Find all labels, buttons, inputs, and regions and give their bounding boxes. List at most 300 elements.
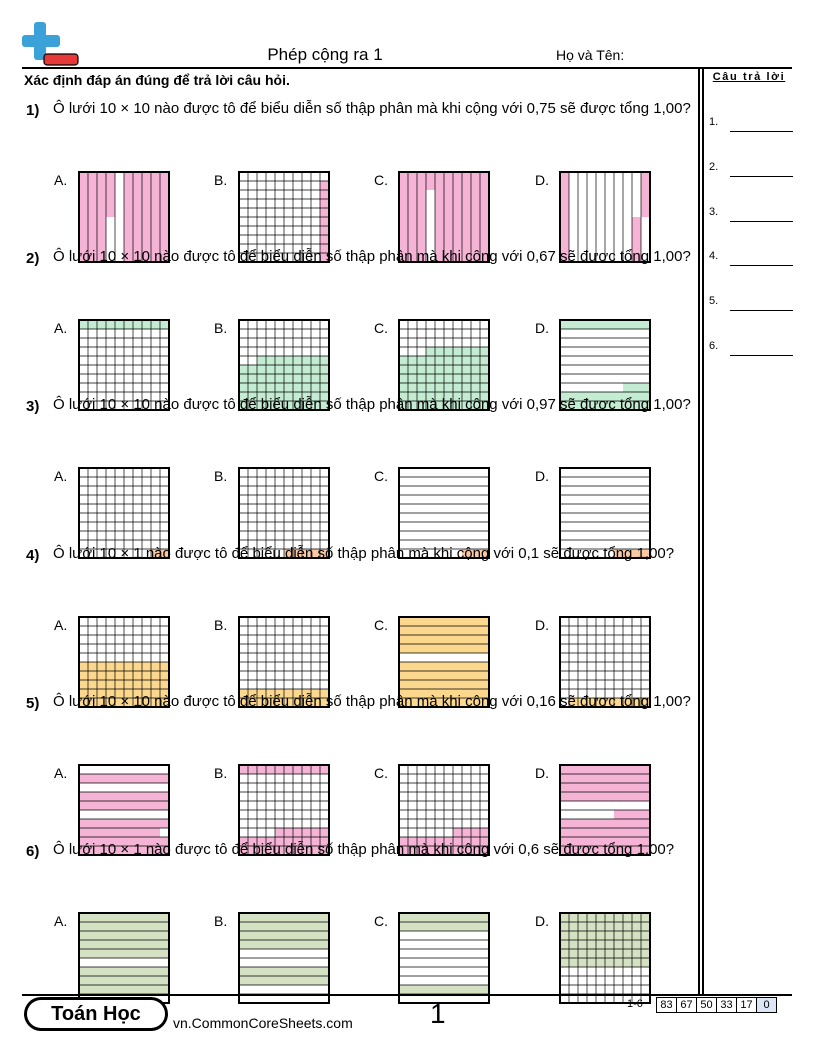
- shaded-cell: [266, 374, 275, 383]
- shaded-cell: [614, 913, 623, 922]
- shaded-cell: [106, 671, 115, 680]
- shaded-cell: [106, 320, 115, 329]
- shaded-cell: [480, 356, 489, 365]
- shaded-cell: [605, 940, 614, 949]
- question-4: [24, 545, 694, 693]
- shaded-cell: [79, 931, 169, 940]
- shaded-cell: [614, 810, 650, 819]
- answer-number: 3.: [709, 206, 719, 218]
- shaded-cell: [462, 356, 471, 365]
- shaded-cell: [311, 374, 320, 383]
- shaded-cell: [257, 374, 266, 383]
- shaded-cell: [160, 662, 169, 671]
- shaded-cell: [248, 383, 257, 392]
- shaded-cell: [569, 949, 578, 958]
- shaded-cell: [641, 172, 650, 217]
- shaded-cell: [462, 374, 471, 383]
- brand-logo: [24, 997, 168, 1031]
- answer-blank[interactable]: [730, 310, 793, 311]
- answer-line[interactable]: [709, 295, 793, 311]
- answer-number: 2.: [709, 161, 719, 173]
- question-number: 3): [26, 398, 40, 415]
- shaded-cell: [641, 922, 650, 931]
- shaded-cell: [266, 365, 275, 374]
- shaded-cell: [399, 626, 489, 635]
- shaded-cell: [97, 680, 106, 689]
- question-6: [24, 841, 694, 989]
- shaded-cell: [257, 365, 266, 374]
- shaded-cell: [142, 662, 151, 671]
- score-cell: 50: [696, 997, 717, 1013]
- shaded-cell: [239, 931, 329, 940]
- shaded-cell: [302, 356, 311, 365]
- shaded-cell: [560, 958, 569, 967]
- score-cell: 67: [676, 997, 697, 1013]
- shaded-cell: [399, 671, 489, 680]
- shaded-cell: [560, 783, 650, 792]
- shaded-cell: [399, 680, 489, 689]
- option-label: C.: [374, 172, 388, 188]
- question-text: Ô lưới 10 × 1 nào được tô để biểu diễn số thập phân mà khi cộng với 0,6 sẽ được tổng 1,00?: [53, 841, 675, 858]
- shaded-cell: [248, 765, 257, 774]
- shaded-cell: [453, 347, 462, 356]
- option-label: D.: [535, 765, 549, 781]
- shaded-cell: [560, 792, 650, 801]
- shaded-cell: [239, 967, 329, 976]
- shaded-cell: [399, 617, 489, 626]
- shaded-cell: [480, 828, 489, 837]
- answer-blank[interactable]: [730, 265, 793, 266]
- decimal-grid-option[interactable]: [559, 912, 651, 1004]
- shaded-cell: [471, 374, 480, 383]
- shaded-cell: [569, 922, 578, 931]
- option-label: A.: [54, 913, 68, 929]
- option-label: D.: [535, 913, 549, 929]
- shaded-cell: [275, 765, 284, 774]
- shaded-cell: [293, 365, 302, 374]
- shaded-cell: [614, 931, 623, 940]
- shaded-cell: [560, 320, 650, 329]
- option-label: A.: [54, 320, 68, 336]
- question-text: Ô lưới 10 × 10 nào được tô để biểu diễn số thập phân mà khi cộng với 0,16 sẽ được tổng 1,00?: [53, 693, 691, 710]
- shaded-cell: [106, 680, 115, 689]
- shaded-cell: [596, 913, 605, 922]
- shaded-cell: [587, 922, 596, 931]
- option-label: A.: [54, 468, 68, 484]
- shaded-cell: [160, 671, 169, 680]
- shaded-cell: [453, 828, 462, 837]
- shaded-cell: [88, 680, 97, 689]
- shaded-cell: [462, 365, 471, 374]
- option-label: B.: [214, 468, 228, 484]
- site-url: vn.CommonCoreSheets.com: [173, 1015, 353, 1031]
- shaded-cell: [641, 949, 650, 958]
- score-cell: 33: [716, 997, 737, 1013]
- shaded-cell: [408, 374, 417, 383]
- shaded-cell: [578, 922, 587, 931]
- answer-number: 6.: [709, 340, 719, 352]
- question-text: Ô lưới 10 × 10 nào được tô để biểu diễn số thập phân mà khi cộng với 0,67 sẽ được tổng 1,00?: [53, 248, 691, 265]
- shaded-cell: [462, 347, 471, 356]
- option-label: B.: [214, 320, 228, 336]
- shaded-cell: [399, 922, 489, 931]
- shaded-cell: [133, 320, 142, 329]
- option-label: B.: [214, 172, 228, 188]
- option-label: D.: [535, 617, 549, 633]
- shaded-cell: [569, 940, 578, 949]
- question-2: [24, 248, 694, 396]
- shaded-cell: [106, 662, 115, 671]
- shaded-cell: [302, 765, 311, 774]
- shaded-cell: [632, 913, 641, 922]
- shaded-cell: [399, 365, 408, 374]
- shaded-cell: [453, 356, 462, 365]
- shaded-cell: [79, 913, 169, 922]
- question-text: Ô lưới 10 × 1 nào được tô để biểu diễn số thập phân mà khi cộng với 0,1 sẽ được tổng 1,00?: [53, 545, 675, 562]
- shaded-cell: [587, 940, 596, 949]
- shaded-cell: [426, 172, 435, 190]
- shaded-cell: [320, 383, 329, 392]
- answer-blank[interactable]: [730, 355, 793, 356]
- shaded-cell: [623, 383, 650, 392]
- shaded-cell: [97, 671, 106, 680]
- shaded-cell: [435, 374, 444, 383]
- shaded-cell: [596, 949, 605, 958]
- shaded-cell: [578, 940, 587, 949]
- shaded-cell: [614, 940, 623, 949]
- shaded-cell: [596, 931, 605, 940]
- shaded-cell: [426, 374, 435, 383]
- shaded-cell: [426, 365, 435, 374]
- shaded-cell: [151, 662, 160, 671]
- shaded-cell: [560, 922, 569, 931]
- shaded-cell: [284, 765, 293, 774]
- shaded-cell: [417, 365, 426, 374]
- shaded-cell: [560, 949, 569, 958]
- shaded-cell: [399, 635, 489, 644]
- shaded-cell: [623, 958, 632, 967]
- shaded-cell: [79, 774, 169, 783]
- shaded-cell: [399, 913, 489, 922]
- score-cell: 83: [656, 997, 677, 1013]
- answer-line[interactable]: [709, 206, 793, 222]
- instructions: Xác định đáp án đúng để trả lời câu hỏi.: [24, 72, 290, 88]
- shaded-cell: [408, 365, 417, 374]
- shaded-cell: [79, 801, 169, 810]
- shaded-cell: [444, 383, 453, 392]
- shaded-cell: [151, 680, 160, 689]
- option-label: D.: [535, 172, 549, 188]
- shaded-cell: [605, 931, 614, 940]
- shaded-cell: [480, 365, 489, 374]
- shaded-cell: [453, 383, 462, 392]
- page-title: Phép cộng ra 1: [267, 45, 383, 64]
- shaded-cell: [275, 828, 284, 837]
- shaded-cell: [320, 226, 329, 235]
- shaded-cell: [444, 374, 453, 383]
- shaded-cell: [248, 374, 257, 383]
- shaded-cell: [471, 347, 480, 356]
- shaded-cell: [444, 365, 453, 374]
- shaded-cell: [160, 680, 169, 689]
- shaded-cell: [79, 671, 88, 680]
- shaded-cell: [453, 374, 462, 383]
- question-3: [24, 396, 694, 544]
- shaded-cell: [614, 958, 623, 967]
- shaded-cell: [578, 913, 587, 922]
- shaded-cell: [124, 671, 133, 680]
- shaded-cell: [320, 765, 329, 774]
- question-number: 4): [26, 547, 40, 564]
- shaded-cell: [257, 765, 266, 774]
- question-number: 5): [26, 695, 40, 712]
- shaded-cell: [471, 383, 480, 392]
- score-cell: 0: [756, 997, 777, 1013]
- shaded-cell: [435, 347, 444, 356]
- shaded-cell: [293, 383, 302, 392]
- shaded-cell: [115, 320, 124, 329]
- shaded-cell: [623, 931, 632, 940]
- shaded-cell: [320, 235, 329, 244]
- header-divider: [22, 67, 792, 69]
- shaded-cell: [79, 949, 169, 958]
- shaded-cell: [614, 922, 623, 931]
- shaded-cell: [239, 976, 329, 985]
- shaded-cell: [471, 828, 480, 837]
- shaded-cell: [320, 181, 329, 190]
- shaded-cell: [79, 320, 88, 329]
- shaded-cell: [311, 765, 320, 774]
- shaded-cell: [142, 320, 151, 329]
- shaded-cell: [115, 662, 124, 671]
- shaded-cell: [408, 383, 417, 392]
- shaded-cell: [623, 940, 632, 949]
- shaded-cell: [115, 680, 124, 689]
- shaded-cell: [605, 922, 614, 931]
- shaded-cell: [142, 680, 151, 689]
- shaded-cell: [632, 922, 641, 931]
- shaded-cell: [275, 374, 284, 383]
- shaded-cell: [293, 765, 302, 774]
- shaded-cell: [560, 940, 569, 949]
- shaded-cell: [257, 356, 266, 365]
- option-label: C.: [374, 468, 388, 484]
- shaded-cell: [293, 374, 302, 383]
- shaded-cell: [417, 356, 426, 365]
- option-label: A.: [54, 172, 68, 188]
- shaded-cell: [641, 931, 650, 940]
- shaded-cell: [133, 662, 142, 671]
- answer-line[interactable]: [709, 250, 793, 266]
- shaded-cell: [560, 774, 650, 783]
- shaded-cell: [311, 828, 320, 837]
- shaded-cell: [435, 383, 444, 392]
- shaded-cell: [257, 383, 266, 392]
- shaded-cell: [97, 662, 106, 671]
- option-label: A.: [54, 617, 68, 633]
- shaded-cell: [311, 365, 320, 374]
- answer-line[interactable]: [709, 161, 793, 177]
- shaded-cell: [426, 383, 435, 392]
- shaded-cell: [320, 190, 329, 199]
- option-label: C.: [374, 765, 388, 781]
- shaded-cell: [320, 374, 329, 383]
- shaded-cell: [453, 365, 462, 374]
- shaded-cell: [239, 940, 329, 949]
- shaded-cell: [596, 922, 605, 931]
- shaded-cell: [426, 356, 435, 365]
- shaded-cell: [302, 365, 311, 374]
- shaded-cell: [426, 347, 435, 356]
- shaded-cell: [587, 949, 596, 958]
- shaded-cell: [587, 913, 596, 922]
- shaded-cell: [124, 680, 133, 689]
- option-label: B.: [214, 765, 228, 781]
- shaded-cell: [605, 949, 614, 958]
- shaded-cell: [97, 320, 106, 329]
- shaded-cell: [142, 671, 151, 680]
- shaded-cell: [462, 828, 471, 837]
- shaded-cell: [302, 828, 311, 837]
- shaded-cell: [248, 365, 257, 374]
- shaded-cell: [623, 922, 632, 931]
- shaded-cell: [560, 913, 569, 922]
- shaded-cell: [302, 383, 311, 392]
- shaded-cell: [480, 383, 489, 392]
- shaded-cell: [596, 940, 605, 949]
- shaded-cell: [284, 365, 293, 374]
- shaded-cell: [632, 958, 641, 967]
- shaded-cell: [79, 922, 169, 931]
- shaded-cell: [88, 320, 97, 329]
- shaded-cell: [569, 931, 578, 940]
- shaded-cell: [311, 383, 320, 392]
- shaded-cell: [605, 958, 614, 967]
- shaded-cell: [399, 356, 408, 365]
- question-number: 1): [26, 102, 40, 119]
- option-label: C.: [374, 320, 388, 336]
- shaded-cell: [480, 374, 489, 383]
- question-text: Ô lưới 10 × 10 nào được tô để biểu diễn số thập phân mà khi cộng với 0,97 sẽ được tổng 1,00?: [53, 396, 691, 413]
- shaded-cell: [417, 374, 426, 383]
- decimal-grid-option[interactable]: [398, 912, 490, 1004]
- shaded-cell: [151, 671, 160, 680]
- answer-number: 5.: [709, 295, 719, 307]
- shaded-cell: [632, 949, 641, 958]
- answer-number: 1.: [709, 116, 719, 128]
- answer-blank[interactable]: [730, 131, 793, 132]
- shaded-cell: [302, 374, 311, 383]
- shaded-cell: [160, 320, 169, 329]
- shaded-cell: [641, 958, 650, 967]
- shaded-cell: [399, 383, 408, 392]
- shaded-cell: [435, 356, 444, 365]
- shaded-cell: [596, 958, 605, 967]
- shaded-cell: [320, 828, 329, 837]
- brand-label: Toán Học: [27, 1000, 165, 1028]
- shaded-cell: [88, 671, 97, 680]
- question-number: 2): [26, 250, 40, 267]
- shaded-cell: [399, 374, 408, 383]
- answer-blank[interactable]: [730, 221, 793, 222]
- option-label: A.: [54, 765, 68, 781]
- decimal-grid-option[interactable]: [78, 912, 170, 1004]
- question-1: [24, 100, 694, 248]
- shaded-cell: [79, 662, 88, 671]
- option-label: C.: [374, 913, 388, 929]
- shaded-cell: [151, 320, 160, 329]
- shaded-cell: [435, 365, 444, 374]
- shaded-cell: [293, 356, 302, 365]
- shaded-cell: [79, 940, 169, 949]
- shaded-cell: [239, 365, 248, 374]
- shaded-cell: [266, 356, 275, 365]
- shaded-cell: [399, 662, 489, 671]
- decimal-grid-option[interactable]: [238, 912, 330, 1004]
- shaded-cell: [106, 172, 115, 217]
- shaded-cell: [239, 374, 248, 383]
- score-cell: 17: [736, 997, 757, 1013]
- answer-blank[interactable]: [730, 176, 793, 177]
- answer-line[interactable]: [709, 116, 793, 132]
- shaded-cell: [284, 383, 293, 392]
- shaded-cell: [79, 819, 169, 828]
- shaded-cell: [462, 383, 471, 392]
- shaded-cell: [480, 347, 489, 356]
- shaded-cell: [284, 374, 293, 383]
- shaded-cell: [569, 958, 578, 967]
- shaded-cell: [266, 383, 275, 392]
- option-label: B.: [214, 913, 228, 929]
- shaded-cell: [275, 383, 284, 392]
- shaded-cell: [79, 976, 169, 985]
- shaded-cell: [275, 365, 284, 374]
- page-number: 1: [430, 998, 446, 1029]
- shaded-cell: [320, 199, 329, 208]
- shaded-cell: [320, 356, 329, 365]
- shaded-cell: [266, 765, 275, 774]
- shaded-cell: [632, 940, 641, 949]
- name-label: Họ và Tên:: [556, 47, 625, 63]
- option-label: B.: [214, 617, 228, 633]
- shaded-cell: [239, 922, 329, 931]
- score-table: [656, 997, 776, 1013]
- shaded-cell: [569, 913, 578, 922]
- shaded-cell: [284, 828, 293, 837]
- shaded-cell: [444, 347, 453, 356]
- shaded-cell: [578, 958, 587, 967]
- shaded-cell: [623, 913, 632, 922]
- shaded-cell: [79, 985, 169, 994]
- shaded-cell: [471, 356, 480, 365]
- shaded-cell: [471, 365, 480, 374]
- shaded-cell: [587, 931, 596, 940]
- answer-line[interactable]: [709, 340, 793, 356]
- shaded-cell: [293, 828, 302, 837]
- answer-column-divider: [698, 67, 700, 995]
- shaded-cell: [124, 320, 133, 329]
- option-label: D.: [535, 320, 549, 336]
- question-text: Ô lưới 10 × 10 nào được tô để biểu diễn số thập phân mà khi cộng với 0,75 sẽ được tổng 1,00?: [53, 100, 691, 117]
- shaded-cell: [444, 356, 453, 365]
- shaded-cell: [79, 792, 169, 801]
- shaded-cell: [641, 940, 650, 949]
- shaded-cell: [124, 662, 133, 671]
- shaded-cell: [79, 828, 160, 837]
- shaded-cell: [578, 931, 587, 940]
- shaded-cell: [133, 671, 142, 680]
- shaded-cell: [239, 765, 248, 774]
